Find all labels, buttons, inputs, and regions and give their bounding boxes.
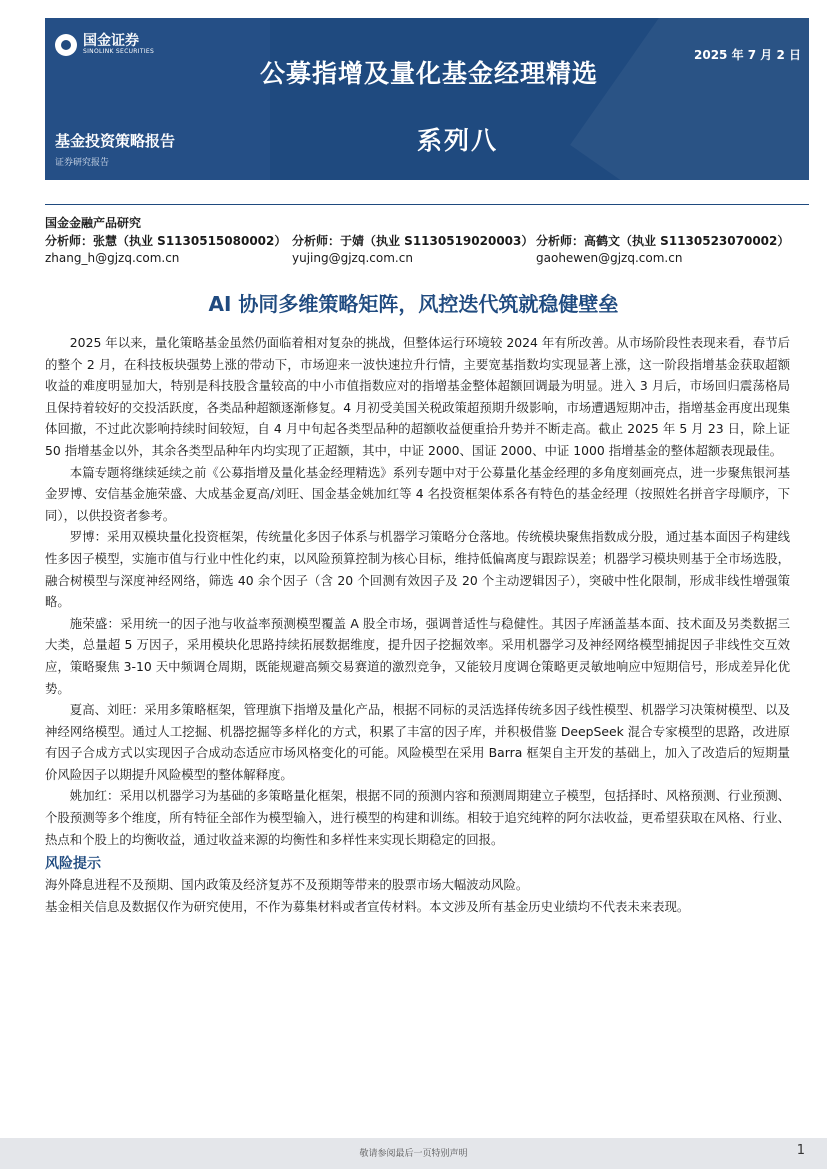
analyst-2-email[interactable]: yujing@gjzq.com.cn bbox=[292, 251, 413, 265]
paragraph: 夏高、刘旺：采用多策略框架，管理旗下指增及量化产品，根据不同标的灵活选择传统多因子线性模型、机器学习决策树模型、以及神经网络模型。通过人工挖掘、机器挖掘等多样化的方式，积累了丰富的因子库，并积极借鉴 DeepSeek 混合专家模型的思路，改进原有因子合成方式以实现因子合成动态适应市场风格变化的可能。风险模型在采用 Barra 框架自主开发的基础上，加入了改造后的短期量价风险因子以期提升风险模型的整体解释度。 bbox=[45, 702, 790, 782]
logo-icon bbox=[55, 34, 77, 56]
risk-line: 基金相关信息及数据仅作为研究使用，不作为募集材料或者宣传材料。本文涉及所有基金历史业绩均不代表未来表现。 bbox=[45, 899, 690, 915]
analyst-1-email[interactable]: zhang_h@gjzq.com.cn bbox=[45, 251, 180, 265]
page-footer bbox=[0, 1138, 827, 1169]
report-body bbox=[45, 332, 790, 918]
brand-name-en: SINOLINK SECURITIES bbox=[83, 48, 155, 55]
header-banner bbox=[45, 18, 809, 180]
brand-logo bbox=[55, 34, 154, 56]
risk-line: 海外降息进程不及预期、国内政策及经济复苏不及预期等带来的股票市场大幅波动风险。 bbox=[45, 877, 529, 893]
analyst-1: 分析师：张慧（执业 S1130515080002） bbox=[45, 234, 287, 248]
research-org: 国金金融产品研究 bbox=[45, 216, 142, 230]
header-decoration bbox=[570, 18, 809, 180]
paragraph: 本篇专题将继续延续之前《公募指增及量化基金经理精选》系列专题中对于公募量化基金经理的多角度刻画亮点，进一步聚焦银河基金罗博、安信基金施荣盛、大成基金夏高/刘旺、国金基金姚加红等 4 名投资框架体系各有特色的基金经理（按照姓名拼音字母顺序，下同），以供投资者参考。 bbox=[45, 464, 790, 523]
report-type: 基金投资策略报告 bbox=[55, 132, 176, 150]
report-date: 2025 年 7 月 2 日 bbox=[694, 48, 801, 62]
footer-disclaimer-note: 敬请参阅最后一页特别声明 bbox=[359, 1149, 468, 1159]
analyst-3: 分析师：高鹤文（执业 S1130523070002） bbox=[536, 234, 790, 248]
divider bbox=[45, 204, 809, 205]
report-subtitle: 证券研究报告 bbox=[55, 158, 110, 168]
risk-heading: 风险提示 bbox=[45, 856, 101, 873]
analyst-3-email[interactable]: gaohewen@gjzq.com.cn bbox=[536, 251, 683, 265]
analyst-2: 分析师：于婧（执业 S1130519020003） bbox=[292, 234, 534, 248]
paragraph: 姚加红：采用以机器学习为基础的多策略量化框架，根据不同的预测内容和预测周期建立子模型，包括择时、风格预测、行业预测、个股预测等多个维度，所有特征全部作为模型输入，进行模型的构建和训练。相较于追究纯粹的阿尔法收益，更希望获取在风格、行业、热点和个股上的均衡收益，通过收益来源的均衡性和多样性来实现长期稳定的回报。 bbox=[45, 788, 790, 847]
paragraph: 施荣盛：采用统一的因子池与收益率预测模型覆盖 A 股全市场，强调普适性与稳健性。其因子库涵盖基本面、技术面及另类数据三大类，总量超 5 万因子，采用模块化思路持续拓展数据维度，提升因子挖掘效率。采用机器学习及神经网络模型捕捉因子非线性交互效应，策略聚焦 3-10 天中频调仓周期，既能规避高频交易赛道的激烈竞争，又能较月度调仓策略更灵敏地响应中短期信号，形成差异化优势。 bbox=[45, 615, 790, 696]
page-number: 1 bbox=[796, 1143, 805, 1158]
report-title-line1: 公募指增及量化基金经理精选 bbox=[260, 59, 599, 88]
paragraph: 罗博：采用双模块量化投资框架，传统量化多因子体系与机器学习策略分仓落地。传统模块聚焦指数成分股，通过基本面因子构建线性多因子模型，实施市值与行业中性化约束，以风险预算控制为核心目标，维持低偏离度与跟踪误差；机器学习模块则基于全市场选股，融合树模型与深度神经网络，筛选 40 余个因子（含 20 个回测有效因子及 20 个主动逻辑因子），突破中性化限制，形成非线性增强策略。 bbox=[45, 529, 790, 610]
paragraph: 2025 年以来，量化策略基金虽然仍面临着相对复杂的挑战，但整体运行环境较 2024 年有所改善。从市场阶段性表现来看，春节后的整个 2 月，在科技板块强势上涨的带动下，市场迎来一波快速拉升行情，主要宽基指数均实现显著上涨，这一阶段指增基金获取超额收益的难度明显加大，特别是科技股含量较高的中小市值指数应对的指增基金整体超额回调最为明显。进入 3 月后，市场回归震荡格局且保持着较好的交投活跃度，各类品种超额逐渐修复。4 月初受美国关税政策超预期升级影响，市场遭遇短期冲击，指增基金再度出现集体回撤，不过此次影响持续时间较短，自 4 月中旬起各类型品种的超额收益便重拾升势并不断走高。截止 2025 年 5 月 23 日，除上证 50 指增基金以外，其余各类型品种年内均实现了正超额，其中，中证 2000、国证 2000、中证 1000 指增基金的整体超额表现最佳。 bbox=[45, 335, 790, 458]
brand-name-cn: 国金证券 bbox=[83, 33, 139, 49]
report-title-line2: 系列八 bbox=[417, 126, 499, 155]
report-headline: AI 协同多维策略矩阵，风控迭代筑就稳健壁垒 bbox=[208, 292, 619, 316]
